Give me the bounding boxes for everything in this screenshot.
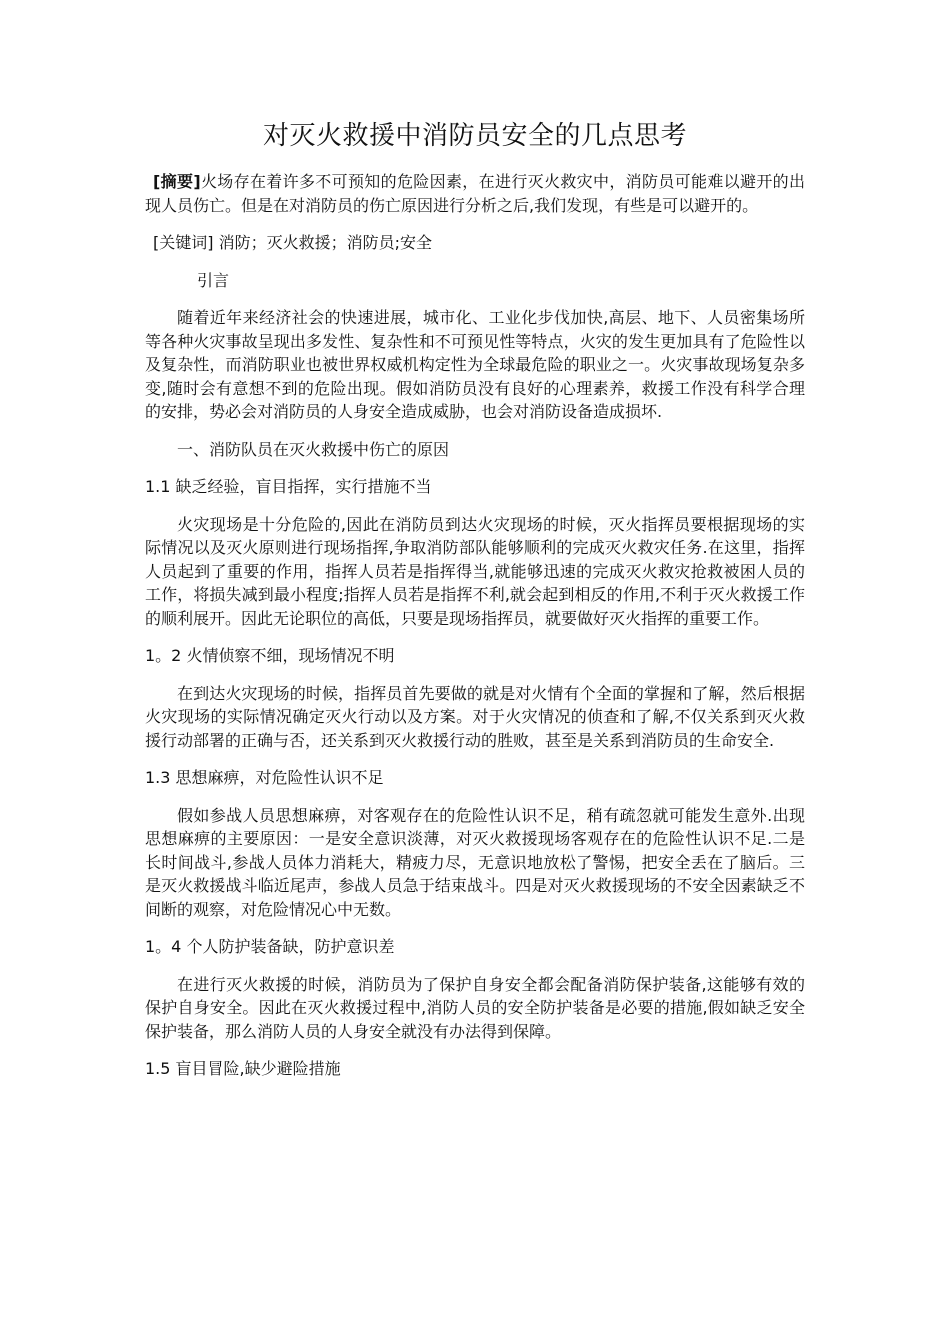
- document-title: 对灭火救援中消防员安全的几点思考: [262, 121, 687, 151]
- abstract-label: [摘要]: [153, 172, 201, 191]
- subsection-heading-1-4: 1。4 个人防护装备缺，防护意识差: [145, 937, 395, 956]
- abstract-paragraph: [145, 170, 805, 217]
- keywords-line: [关键词] 消防；灭火救援；消防员;安全: [153, 233, 432, 252]
- abstract-text: 火场存在着许多不可预知的危险因素，在进行灭火救灾中，消防员可能难以避开的出现人员伤亡。但是在对消防员的伤亡原因进行分析之后,我们发现，有些是可以避开的。: [145, 172, 805, 215]
- subsection-paragraph-1-3: 假如参战人员思想麻痹，对客观存在的危险性认识不足，稍有疏忽就可能发生意外.出现思想麻痹的主要原因：一是安全意识淡薄，对灭火救援现场客观存在的危险性认识不足.二是长时间战斗,参战人员体力消耗大，精疲力尽，无意识地放松了警惕，把安全丢在了脑后。三是灭火救援战斗临近尾声，参战人员急于结束战斗。四是对灭火救援现场的不安全因素缺乏不间断的观察，对危险情况心中无数。: [145, 805, 805, 919]
- subsection-heading-1-2: 1。2 火情侦察不细，现场情况不明: [145, 646, 395, 665]
- document-body: [145, 116, 805, 1095]
- subsection-paragraph-1-2: 在到达火灾现场的时候，指挥员首先要做的就是对火情有个全面的掌握和了解，然后根据火灾现场的实际情况确定灭火行动以及方案。对于火灾情况的侦查和了解,不仅关系到灭火救援行动部署的正确与否，还关系到灭火救援行动的胜败，甚至是关系到消防员的生命安全.: [145, 683, 805, 750]
- intro-paragraph: 随着近年来经济社会的快速进展，城市化、工业化步伐加快,高层、地下、人员密集场所等各种火灾事故呈现出多发性、复杂性和不可预见性等特点，火灾的发生更加具有了危险性以及复杂性，而消防职业也被世界权威机构定性为全球最危险的职业之一。火灾事故现场复杂多变,随时会有意想不到的危险出现。假如消防员没有良好的心理素养，救援工作没有科学合理的安排，势必会对消防员的人身安全造成威胁，也会对消防设备造成损坏.: [145, 308, 805, 421]
- subsection-heading-1-3: 1.3 思想麻痹，对危险性认识不足: [145, 768, 384, 787]
- intro-heading: 引言: [197, 270, 230, 290]
- subsection-paragraph-1-4: 在进行灭火救援的时候，消防员为了保护自身安全都会配备消防保护装备,这能够有效的保护自身安全。因此在灭火救援过程中,消防人员的安全防护装备是必要的措施,假如缺乏安全保护装备，那么消防人员的人身安全就没有办法得到保障。: [145, 974, 805, 1041]
- section-heading: 一、消防队员在灭火救援中伤亡的原因: [177, 439, 450, 459]
- subsection-heading-1-1: 1.1 缺乏经验，盲目指挥，实行措施不当: [145, 477, 432, 496]
- subsection-heading-1-5: 1.5 盲目冒险,缺少避险措施: [145, 1059, 341, 1078]
- subsection-paragraph-1-1: 火灾现场是十分危险的,因此在消防员到达火灾现场的时候，灭火指挥员要根据现场的实际情况以及灭火原则进行现场指挥,争取消防部队能够顺利的完成灭火救灾任务.在这里，指挥人员起到了重要的作用，指挥人员若是指挥得当,就能够迅速的完成灭火救灾抢救被困人员的工作，将损失减到最小程度;指挥人员若是指挥不利,就会起到相反的作用,不利于灭火救援工作的顺利展开。因此无论职位的高低，只要是现场指挥员，就要做好灭火指挥的重要工作。: [145, 514, 805, 628]
